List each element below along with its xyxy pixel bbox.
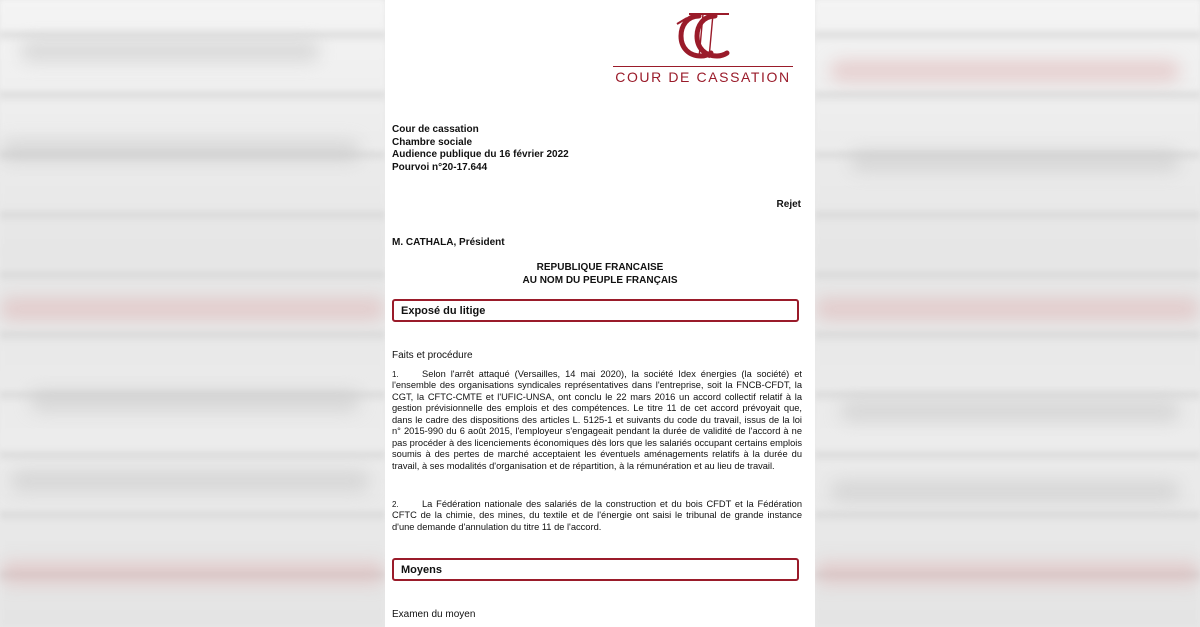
- logo-text: COUR DE CASSATION: [615, 69, 791, 85]
- section-expose-du-litige: [392, 299, 799, 322]
- paragraph-2: [392, 499, 802, 533]
- blur-band: [840, 400, 1180, 422]
- section-title: Moyens: [401, 564, 442, 576]
- paragraph-1: [392, 369, 802, 472]
- subheading-examen-du-moyen: Examen du moyen: [392, 609, 476, 620]
- appeal-number: Pourvoi n°20-17.644: [392, 161, 488, 173]
- court-name: Cour de cassation: [392, 124, 479, 135]
- chamber-name: Chambre sociale: [392, 136, 473, 148]
- paragraph-text: La Fédération nationale des salariés de la construction et du bois CFDT et la Fédération CFTC de la chimie, des mines, du textile et de l'énergie ont saisi le tribunal de grande instance d'une demande d'annulation du titre 11 de l'accord.: [392, 499, 802, 532]
- hearing-date: Audience publique du 16 février 2022: [392, 149, 569, 161]
- paragraph-number: 2.: [392, 500, 399, 509]
- section-moyens: [392, 558, 799, 581]
- blur-band: [815, 562, 1200, 584]
- subheading-faits-et-procedure: Faits et procédure: [392, 350, 473, 361]
- document-page: [385, 0, 815, 627]
- republic-line-2: AU NOM DU PEUPLE FRANÇAIS: [522, 274, 678, 286]
- court-logo: [611, 6, 795, 88]
- blur-band: [20, 40, 320, 62]
- blur-band: [10, 470, 370, 492]
- case-header: [392, 124, 569, 174]
- decision-label: Rejet: [776, 199, 801, 210]
- paragraph-text: Selon l'arrêt attaqué (Versailles, 14 mai 2020), la société Idex énergies (la société) et l'ensemble des organisations syndicales représentatives dans l'entreprise, soit la FNCB-CFDT, la CGT, la CFTC-CMTE et l'UFIC-UNSA, ont conclu le 22 mars 2016 un accord collectif relatif à la gestion prévisionnelle des emplois et des compétences. Le titre 11 de cet accord prévoyait que, dans le cadre des dispositions des articles L. 5125-1 et suivants du code du travail, issus de la loi n° 2015-990 du 6 août 2015, l'employeur s'engageait pendant la durée de validité de l'accord à ne pas procéder à des licenciements économiques dès lors que les salariés occupant certains emplois soumis à des pertes de marché acceptaient les éventuels aménagements relatifs à la durée du travail, à ses modalités d'organisation et de répartition, à la rémunération et au lieu de travail.: [392, 369, 802, 471]
- blur-band: [830, 480, 1180, 502]
- republic-heading: [385, 262, 815, 287]
- blur-band: [0, 298, 385, 320]
- blur-band: [0, 562, 385, 584]
- cc-monogram-icon: [669, 6, 739, 64]
- blur-band: [30, 390, 360, 412]
- blur-band: [0, 140, 360, 162]
- paragraph-number: 1.: [392, 370, 399, 379]
- blur-band: [850, 150, 1180, 172]
- section-title: Exposé du litige: [401, 305, 486, 317]
- blur-band: [815, 298, 1200, 320]
- president-name: M. CATHALA, Président: [392, 237, 505, 248]
- republic-line-1: REPUBLIQUE FRANCAISE: [536, 262, 664, 273]
- blur-band: [830, 60, 1180, 82]
- logo-rule: [613, 66, 793, 67]
